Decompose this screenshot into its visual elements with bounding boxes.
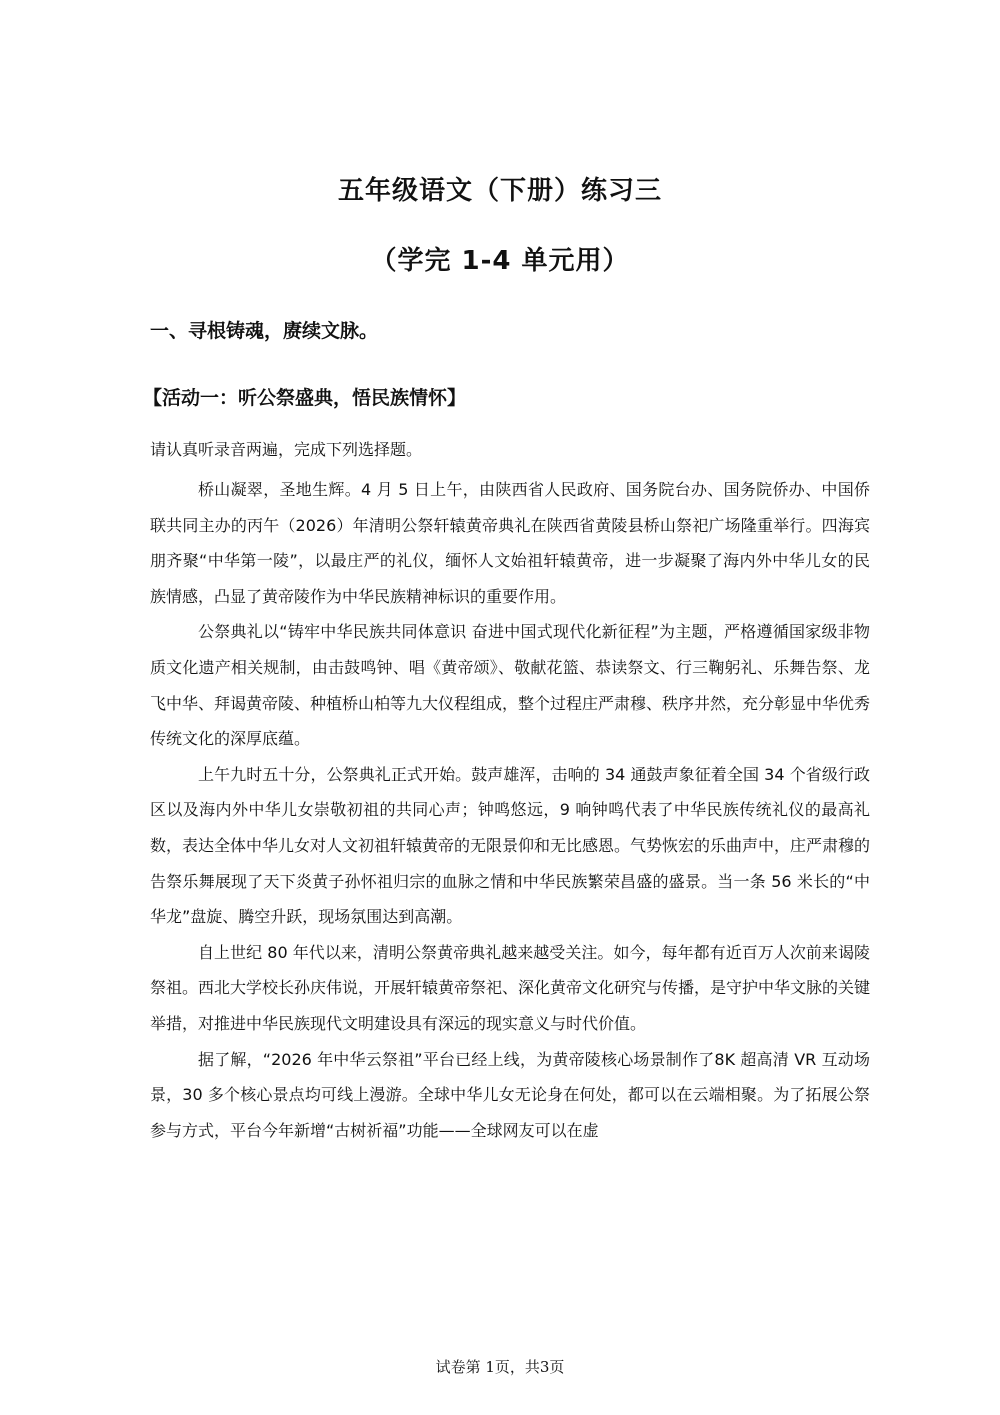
- activity-instruction: 请认真听录音两遍，完成下列选择题。: [150, 440, 423, 459]
- page-subtitle: （学完 1-4 单元用）: [370, 246, 630, 276]
- passage-paragraph: 公祭典礼以“铸牢中华民族共同体意识 奋进中国式现代化新征程”为主题，严格遵循国家级非物质文化遗产相关规制，由击鼓鸣钟、唱《黄帝颂》、敬献花篮、恭读祭文、行三鞠躬礼、乐舞告祭、龙飞中华、拜谒黄帝陵、种植桥山柏等九大仪程组成，整个过程庄严肃穆、秩序井然，充分彰显中华优秀传统文化的深厚底蕴。: [150, 622, 871, 749]
- passage-paragraph: 据了解，“2026 年中华云祭祖”平台已经上线，为黄帝陵核心场景制作了8K 超高清 VR 互动场景，30 多个核心景点均可线上漫游。全球中华儿女无论身在何处，都可以在云端相聚。为了拓展公祭参与方式，平台今年新增“古树祈福”功能——全球网友可以在虚: [150, 1049, 870, 1140]
- section-heading: 一、寻根铸魂，赓续文脉。: [150, 320, 379, 342]
- activity-heading: 【活动一：听公祭盛典，悟民族情怀】: [143, 387, 467, 409]
- passage-paragraph: 桥山凝翠，圣地生辉。4 月 5 日上午，由陕西省人民政府、国务院台办、国务院侨办、中国侨联共同主办的丙午（2026）年清明公祭轩辕黄帝典礼在陕西省黄陵县桥山祭祀广场隆重举行。四海宾朋齐聚“中华第一陵”，以最庄严的礼仪，缅怀人文始祖轩辕黄帝，进一步凝聚了海内外中华儿女的民族情感，凸显了黄帝陵作为中华民族精神标识的重要作用。: [150, 480, 870, 606]
- page-footer: 试卷第 1页，共3页: [435, 1358, 565, 1376]
- passage-paragraph: 上午九时五十分，公祭典礼正式开始。鼓声雄浑，击响的 34 通鼓声象征着全国 34 个省级行政区以及海内外中华儿女崇敬初祖的共同心声；钟鸣悠远，9 响钟鸣代表了中华民族传统礼仪的最高礼数，表达全体中华儿女对人文初祖轩辕黄帝的无限景仰和无比感恩。气势恢宏的乐曲声中，庄严肃穆的告祭乐舞展现了天下炎黄子孙怀祖归宗的血脉之情和中华民族繁荣昌盛的盛景。当一条 56 米长的“中华龙”盘旋、腾空升跃，现场氛围达到高潮。: [150, 764, 871, 927]
- reading-passage: [150, 472, 870, 1148]
- page-title: 五年级语文（下册）练习三: [337, 176, 662, 206]
- passage-paragraph: 自上世纪 80 年代以来，清明公祭黄帝典礼越来越受关注。如今，每年都有近百万人次前来谒陵祭祖。西北大学校长孙庆伟说，开展轩辕黄帝祭祀、深化黄帝文化研究与传播，是守护中华文脉的关键举措，对推进中华民族现代文明建设具有深远的现实意义与时代价值。: [150, 942, 871, 1033]
